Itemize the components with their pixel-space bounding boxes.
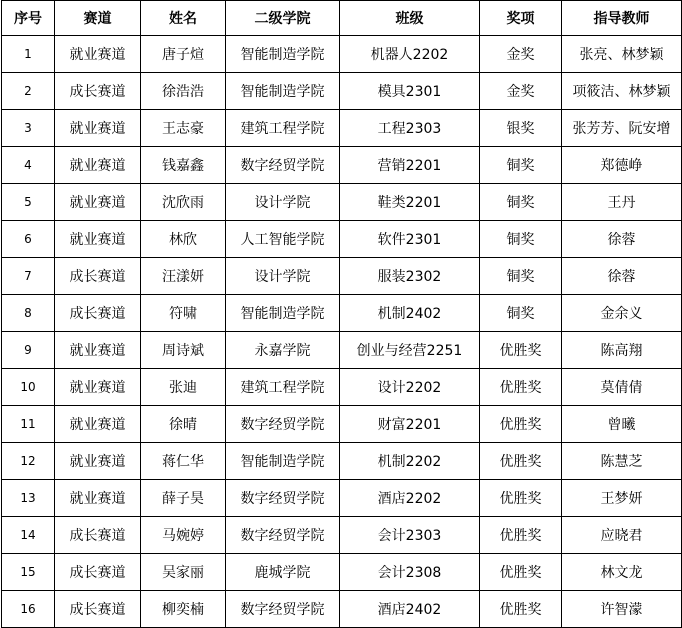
cell-award: 铜奖 [480,184,562,221]
cell-name: 马婉婷 [141,517,226,554]
cell-advisor: 莫倩倩 [562,369,682,406]
cell-track: 就业赛道 [55,480,141,517]
cell-index: 3 [2,110,55,147]
table-row [2,406,682,443]
table-row [2,554,682,591]
cell-class: 财富2201 [340,406,480,443]
cell-track: 就业赛道 [55,443,141,480]
cell-class: 鞋类2201 [340,184,480,221]
cell-college: 鹿城学院 [226,554,340,591]
cell-college: 建筑工程学院 [226,369,340,406]
cell-award: 铜奖 [480,221,562,258]
cell-name: 薛子昊 [141,480,226,517]
header-advisor: 指导教师 [562,1,682,36]
cell-index: 4 [2,147,55,184]
cell-track: 就业赛道 [55,147,141,184]
cell-track: 成长赛道 [55,591,141,628]
header-college: 二级学院 [226,1,340,36]
cell-name: 周诗斌 [141,332,226,369]
cell-college: 人工智能学院 [226,221,340,258]
table-row [2,295,682,332]
table-row [2,147,682,184]
cell-class: 会计2303 [340,517,480,554]
cell-index: 1 [2,36,55,73]
cell-college: 建筑工程学院 [226,110,340,147]
cell-award: 铜奖 [480,147,562,184]
cell-track: 就业赛道 [55,110,141,147]
table-row [2,591,682,628]
cell-track: 就业赛道 [55,332,141,369]
cell-index: 7 [2,258,55,295]
table-row [2,36,682,73]
cell-index: 9 [2,332,55,369]
cell-track: 就业赛道 [55,184,141,221]
table-row [2,110,682,147]
cell-track: 成长赛道 [55,258,141,295]
cell-award: 优胜奖 [480,369,562,406]
cell-class: 营销2201 [340,147,480,184]
cell-name: 蒋仁华 [141,443,226,480]
cell-advisor: 许智濛 [562,591,682,628]
cell-college: 设计学院 [226,184,340,221]
cell-index: 13 [2,480,55,517]
cell-class: 设计2202 [340,369,480,406]
header-class: 班级 [340,1,480,36]
award-table [1,0,682,628]
cell-index: 10 [2,369,55,406]
cell-class: 软件2301 [340,221,480,258]
cell-name: 张迪 [141,369,226,406]
cell-class: 机制2202 [340,443,480,480]
cell-advisor: 徐蓉 [562,258,682,295]
cell-college: 数字经贸学院 [226,591,340,628]
cell-name: 符啸 [141,295,226,332]
table-header-row [2,1,682,36]
cell-class: 机器人2202 [340,36,480,73]
table-row [2,443,682,480]
cell-track: 成长赛道 [55,554,141,591]
table-row [2,184,682,221]
cell-index: 5 [2,184,55,221]
cell-award: 优胜奖 [480,406,562,443]
cell-index: 16 [2,591,55,628]
cell-college: 永嘉学院 [226,332,340,369]
table-row [2,517,682,554]
header-track: 赛道 [55,1,141,36]
cell-name: 沈欣雨 [141,184,226,221]
cell-award: 金奖 [480,73,562,110]
table-row [2,258,682,295]
table-row [2,480,682,517]
cell-award: 优胜奖 [480,591,562,628]
cell-advisor: 金余义 [562,295,682,332]
cell-track: 成长赛道 [55,295,141,332]
cell-track: 就业赛道 [55,221,141,258]
table-row [2,73,682,110]
header-award: 奖项 [480,1,562,36]
cell-college: 智能制造学院 [226,443,340,480]
cell-college: 数字经贸学院 [226,147,340,184]
cell-track: 成长赛道 [55,73,141,110]
cell-index: 15 [2,554,55,591]
cell-advisor: 张芳芳、阮安增 [562,110,682,147]
cell-name: 林欣 [141,221,226,258]
cell-class: 会计2308 [340,554,480,591]
cell-name: 唐子煊 [141,36,226,73]
table-body [2,36,682,628]
table-row [2,332,682,369]
cell-college: 设计学院 [226,258,340,295]
cell-index: 12 [2,443,55,480]
cell-award: 金奖 [480,36,562,73]
cell-college: 智能制造学院 [226,36,340,73]
cell-class: 服装2302 [340,258,480,295]
cell-award: 优胜奖 [480,517,562,554]
cell-college: 数字经贸学院 [226,406,340,443]
cell-class: 酒店2402 [340,591,480,628]
cell-index: 8 [2,295,55,332]
cell-class: 工程2303 [340,110,480,147]
cell-index: 11 [2,406,55,443]
cell-index: 2 [2,73,55,110]
header-index: 序号 [2,1,55,36]
cell-class: 酒店2202 [340,480,480,517]
cell-advisor: 应晓君 [562,517,682,554]
table-row [2,221,682,258]
cell-award: 优胜奖 [480,332,562,369]
cell-award: 铜奖 [480,295,562,332]
cell-college: 智能制造学院 [226,73,340,110]
cell-name: 柳奕楠 [141,591,226,628]
cell-index: 14 [2,517,55,554]
cell-advisor: 王梦妍 [562,480,682,517]
cell-track: 就业赛道 [55,369,141,406]
cell-name: 王志豪 [141,110,226,147]
cell-award: 银奖 [480,110,562,147]
cell-award: 铜奖 [480,258,562,295]
cell-advisor: 陈高翔 [562,332,682,369]
cell-college: 数字经贸学院 [226,480,340,517]
cell-name: 吴家丽 [141,554,226,591]
cell-advisor: 项筱洁、林梦颖 [562,73,682,110]
cell-advisor: 张亮、林梦颖 [562,36,682,73]
cell-advisor: 郑德峥 [562,147,682,184]
cell-name: 徐晴 [141,406,226,443]
cell-class: 创业与经营2251 [340,332,480,369]
cell-advisor: 徐蓉 [562,221,682,258]
cell-track: 就业赛道 [55,406,141,443]
cell-name: 汪漾妍 [141,258,226,295]
cell-index: 6 [2,221,55,258]
cell-award: 优胜奖 [480,554,562,591]
cell-advisor: 曾曦 [562,406,682,443]
cell-name: 徐浩浩 [141,73,226,110]
cell-track: 就业赛道 [55,36,141,73]
cell-class: 机制2402 [340,295,480,332]
cell-track: 成长赛道 [55,517,141,554]
cell-advisor: 王丹 [562,184,682,221]
cell-award: 优胜奖 [480,443,562,480]
table-row [2,369,682,406]
cell-award: 优胜奖 [480,480,562,517]
header-name: 姓名 [141,1,226,36]
cell-college: 数字经贸学院 [226,517,340,554]
cell-class: 模具2301 [340,73,480,110]
cell-advisor: 陈慧芝 [562,443,682,480]
cell-college: 智能制造学院 [226,295,340,332]
cell-name: 钱嘉鑫 [141,147,226,184]
cell-advisor: 林文龙 [562,554,682,591]
